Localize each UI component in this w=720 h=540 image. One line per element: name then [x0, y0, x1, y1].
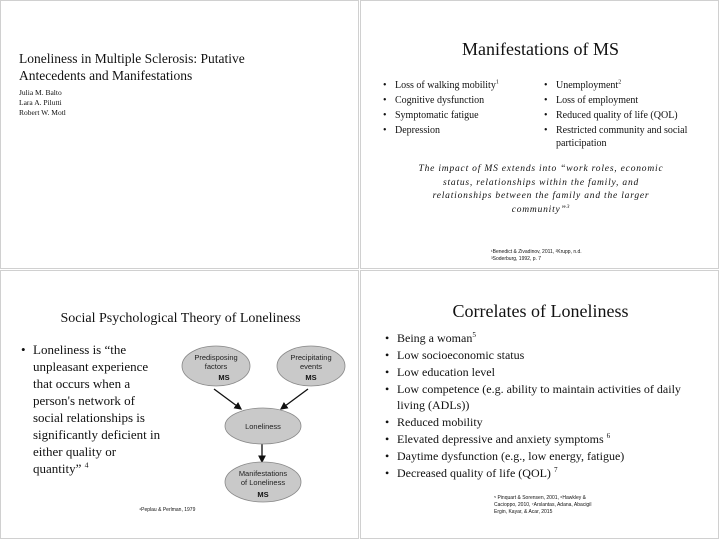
list-item: • Unemployment$^2$ [542, 79, 712, 92]
list-item: • Daytime dysfunction (e.g., low energy, fatigue) [383, 448, 703, 464]
arrow-predisposing [214, 389, 241, 409]
list-item: • Reduced mobility [383, 414, 703, 430]
list-item: • Low education level [383, 364, 703, 380]
slide-title: Correlates of Loneliness [452, 301, 629, 321]
slide-manifestations [360, 0, 719, 269]
author-name: Julia M. Balto [19, 88, 62, 97]
slide-theory [0, 270, 359, 539]
precipitating-label: events [299, 362, 323, 371]
right-bullet-list [542, 79, 712, 152]
title-line: Loneliness in Multiple Sclerosis: Putative [19, 51, 245, 66]
presentation-title [19, 50, 339, 84]
manifestations-label: Manifestations [238, 469, 288, 478]
left-bullet-list [381, 79, 531, 139]
slide-title [0, 0, 359, 269]
quote: The impact of MS extends into “work roles, economic status, relationships within the family, and relationships between the family and the larger community”$^3$ [418, 164, 664, 215]
reference: ⁴Peplau & Perlman, 1979 [139, 507, 196, 513]
list-item: • Low competence (e.g. ability to maintain activities of daily living (ADLs)) [383, 381, 703, 413]
references: ⁵ Pinquart & Sorensen, 2001, ⁶Hawkley & Cacioppo, 2010, ⁷Arslantas, Adana, Abacigil Ergin, Kayar, & Acar, 2015 [494, 495, 592, 515]
loneliness-label: Loneliness [245, 422, 281, 431]
predisposing-label: Predisposing [194, 353, 238, 362]
precipitating-label: Precipitating [290, 353, 332, 362]
list-item: • Loss of walking mobility$^1$ [381, 79, 531, 92]
list-item: • Depression [381, 124, 531, 137]
author-name: Lara A. Pilutti [19, 98, 62, 107]
list-item: • Symptomatic fatigue [381, 109, 531, 122]
arrow-precipitating [281, 389, 308, 409]
predisposing-ms-label: MS [218, 373, 230, 382]
list-item: • Loss of employment [542, 94, 712, 107]
slide-title: Social Psychological Theory of Loneliness [60, 311, 301, 326]
title-line: Antecedents and Manifestations [19, 68, 193, 83]
manifestations-label: of Loneliness [240, 478, 286, 487]
list-item: • Cognitive dysfunction [381, 94, 531, 107]
manifestations-ms-label: MS [257, 490, 269, 499]
author-name: Robert W. Motl [19, 108, 66, 117]
predisposing-label: factors [204, 362, 228, 371]
list-item: • Decreased quality of life (QOL) $^7$ [383, 465, 703, 481]
list-item: • Low socioeconomic status [383, 347, 703, 363]
list-item: • Being a woman$^5$ [383, 330, 703, 346]
slide-title: Manifestations of MS [462, 39, 619, 59]
precipitating-ms-label: MS [305, 373, 317, 382]
references: ¹Benedict & Zivadinov, 2011, ²Krupp, n.d. ³Soderburg, 1992, p. 7 [491, 249, 582, 262]
list-item: • Restricted community and social participation [542, 124, 712, 150]
list-item: • Reduced quality of life (QOL) [542, 109, 712, 122]
correlates-list [383, 330, 703, 482]
loneliness-diagram [1, 271, 359, 539]
list-item: • Loneliness is “the unpleasant experience that occurs when a person's network of social relationships is significantly deficient in either quality or quantity” $^4$ [19, 341, 187, 477]
list-item: • Elevated depressive and anxiety symptoms $^6$ [383, 431, 703, 447]
slide-correlates [360, 270, 719, 539]
